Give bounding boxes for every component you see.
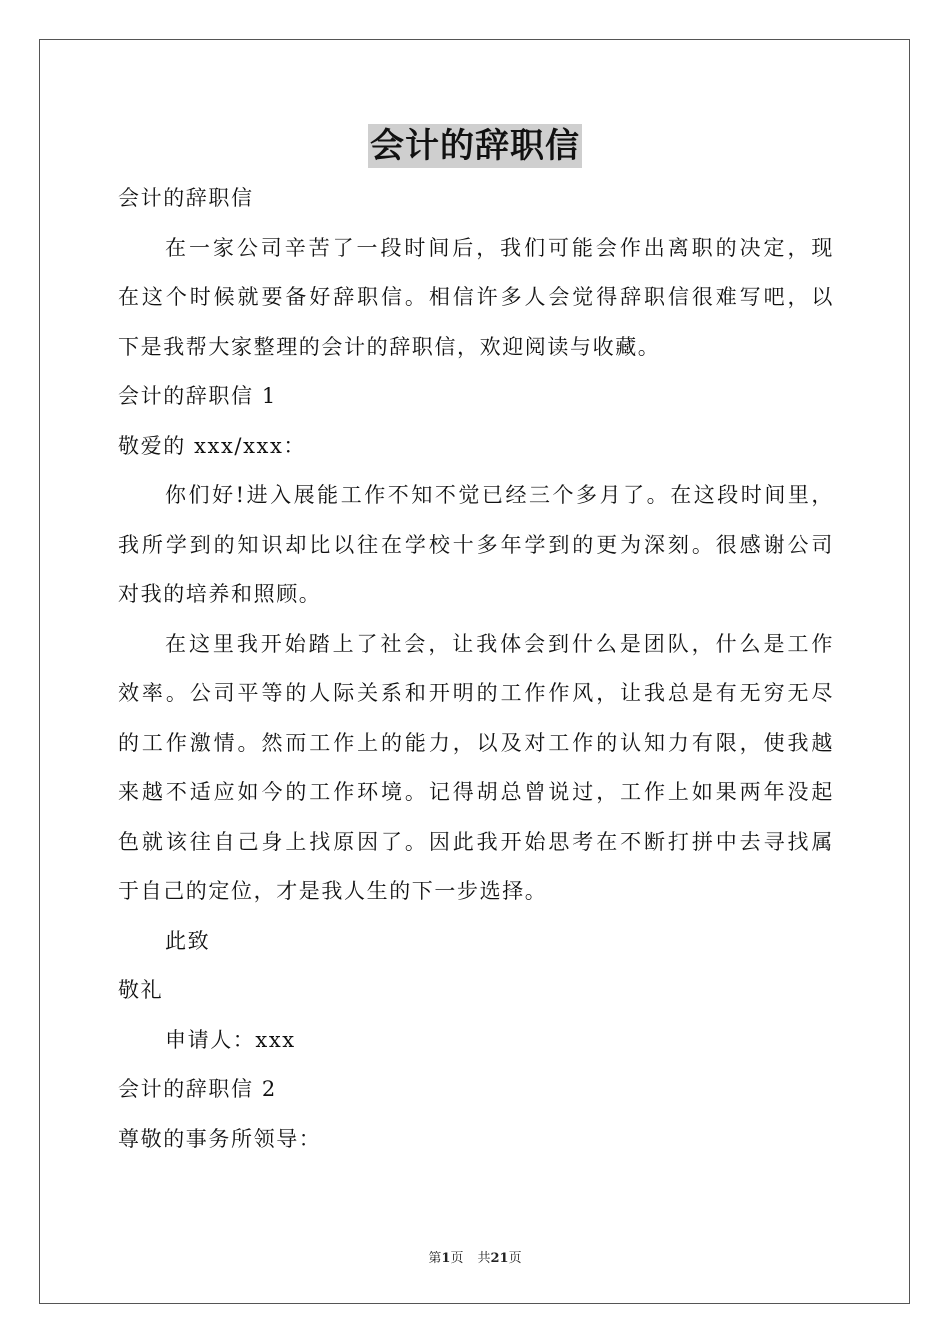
footer-page-suffix: 页 [450,1251,464,1266]
text-line: 此致 [165,928,211,953]
text-line: 尊敬的事务所领导： [118,1126,322,1151]
footer-total-prefix: 共 [477,1251,491,1266]
document-title: 会计的辞职信 [370,126,580,166]
text-line: 你们好!进入展能工作不知不觉已经三个多月了。在这段时间里， [165,483,834,507]
text-line: 会计的辞职信 [118,186,254,210]
text-line: 对我的培养和照顾。 [118,582,322,606]
text-line: 下是我帮大家整理的会计的辞职信，欢迎阅读与收藏。 [118,334,661,359]
footer-page-number: 1 [441,1251,451,1266]
text-line: 会计的辞职信 1 [118,384,277,408]
footer-page-prefix: 第 [428,1251,442,1266]
text-line: 在这里我开始踏上了社会，让我体会到什么是团队，什么是工作 [165,631,834,656]
footer-total-suffix: 页 [508,1251,522,1266]
text-line: 来越不适应如今的工作环境。记得胡总曾说过，工作上如果两年没起 [118,780,834,804]
text-line: 在一家公司辛苦了一段时间后，我们可能会作出离职的决定，现 [165,235,834,260]
text-line: 在这个时候就要备好辞职信。相信许多人会觉得辞职信很难写吧，以 [118,285,834,309]
text-line: 的工作激情。然而工作上的能力，以及对工作的认知力有限，使我越 [118,730,834,755]
title-wrap [0,124,950,168]
page-footer [0,1247,950,1266]
text-line: 效率。公司平等的人际关系和开明的工作作风，让我总是有无穷无尽 [118,681,834,705]
text-line: 会计的辞职信 2 [118,1077,277,1101]
text-line: 我所学到的知识却比以往在学校十多年学到的更为深刻。很感谢公司 [118,532,834,557]
text-line: 敬爱的 xxx/xxx： [118,433,307,458]
text-line: 色就该往自己身上找原因了。因此我开始思考在不断打拼中去寻找属 [118,829,834,854]
text-line: 于自己的定位，才是我人生的下一步选择。 [118,879,548,903]
footer-total-pages: 21 [490,1251,509,1266]
text-line: 申请人：xxx [165,1027,296,1052]
document-body [118,174,834,1164]
text-line: 敬礼 [118,978,164,1002]
